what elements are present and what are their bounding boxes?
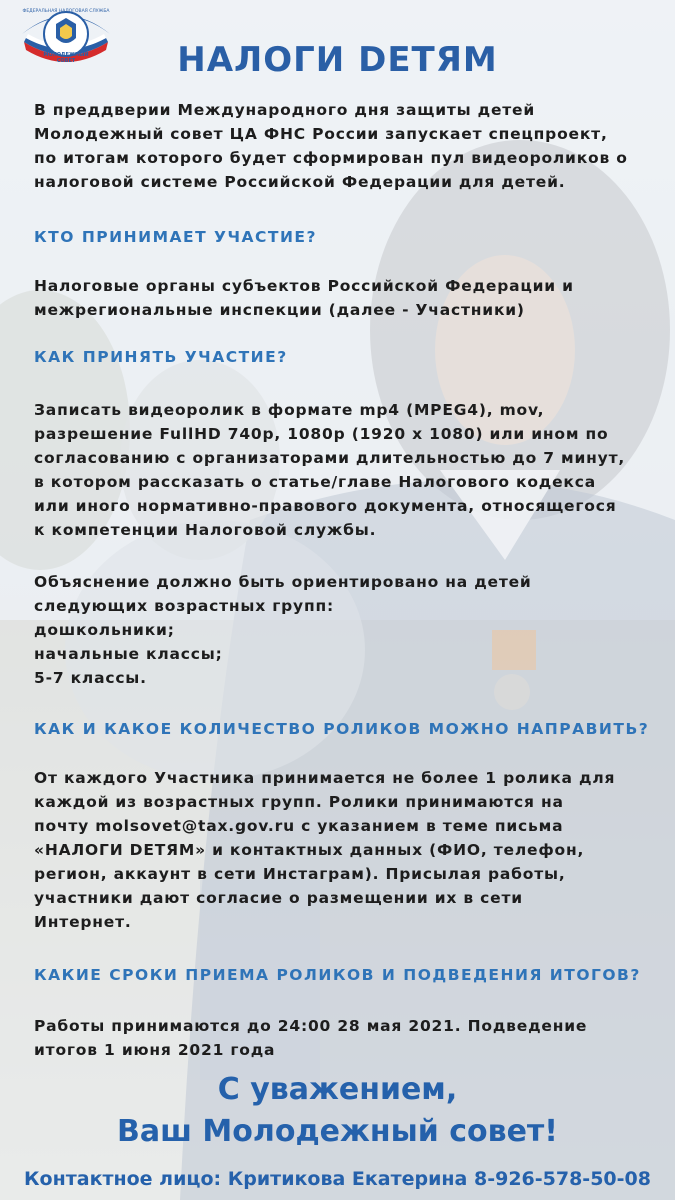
logo-text-top: МОЛОДЕЖНЫЙ (43, 52, 89, 58)
section-heading-deadlines: КАКИЕ СРОКИ ПРИЕМА РОЛИКОВ И ПОДВЕДЕНИЯ ИТОГОВ? (34, 966, 641, 984)
logo-text-bottom: СОВЕТ (56, 58, 76, 64)
closing-signature: Ваш Молодежный совет! (116, 1114, 558, 1149)
text-line: Работы принимаются до 24:00 28 мая 2021. Подведение (34, 1017, 588, 1035)
logo-ring-text: ФЕДЕРАЛЬНАЯ НАЛОГОВАЯ СЛУЖБА (22, 9, 110, 14)
text-line: Налоговые органы субъектов Российской Федерации и (34, 277, 574, 295)
text-line: следующих возрастных групп: (34, 597, 334, 615)
text-line: в котором рассказать о статье/главе Налогового кодекса (34, 473, 596, 491)
text-line: к компетенции Налоговой службы. (34, 521, 377, 539)
intro-line: Молодежный совет ЦА ФНС России запускает спецпроект, (34, 125, 608, 143)
section-text-deadlines (34, 1014, 649, 1062)
text-line: согласованию с организаторами длительностью до 7 минут, (34, 449, 626, 467)
age-group-item: 5-7 классы. (34, 669, 147, 687)
text-line: каждой из возрастных групп. Ролики принимаются на (34, 793, 564, 811)
section-heading-who: КТО ПРИНИМАЕТ УЧАСТИЕ? (34, 228, 318, 246)
text-line: межрегиональные инспекции (далее - Участники) (34, 301, 525, 319)
text-line: итогов 1 июня 2021 года (34, 1041, 276, 1059)
intro-text (34, 98, 649, 194)
text-line: Объяснение должно быть ориентировано на детей (34, 573, 532, 591)
contact-person: Контактное лицо: Критикова Екатерина 8-926-578-50-08 (24, 1168, 651, 1190)
intro-line: В преддверии Международного дня защиты детей (34, 101, 536, 119)
text-line: участники дают согласие о размещении их в сети (34, 889, 523, 907)
section-text-how (34, 398, 649, 542)
section-text-age-groups (34, 570, 649, 690)
text-line: регион, аккаунт в сети Инстаграм). Присылая работы, (34, 865, 566, 883)
section-text-who (34, 274, 649, 322)
closing-greeting: С уважением, (217, 1072, 458, 1107)
text-line: почту molsovet@tax.gov.ru с указанием в теме письма (34, 817, 564, 835)
text-line: или иного нормативно-правового документа, относящегося (34, 497, 617, 515)
text-line: От каждого Участника принимается не более 1 ролика для (34, 769, 616, 787)
age-group-item: дошкольники; (34, 621, 175, 639)
text-line: Интернет. (34, 913, 132, 931)
text-line: разрешение FullHD 740p, 1080p (1920 x 1080) или ином по (34, 425, 609, 443)
text-line: «НАЛОГИ DETЯМ» и контактных данных (ФИО, телефон, (34, 841, 585, 859)
intro-line: по итогам которого будет сформирован пул видеороликов о (34, 149, 628, 167)
intro-line: налоговой системе Российской Федерации для детей. (34, 173, 566, 191)
age-group-item: начальные классы; (34, 645, 223, 663)
section-heading-how: КАК ПРИНЯТЬ УЧАСТИЕ? (34, 348, 288, 366)
section-text-quantity (34, 766, 649, 934)
text-line: Записать видеоролик в формате mp4 (MPEG4), mov, (34, 401, 545, 419)
poster-title: НАЛОГИ DETЯМ (177, 40, 498, 80)
section-heading-quantity: КАК И КАКОЕ КОЛИЧЕСТВО РОЛИКОВ МОЖНО НАПРАВИТЬ? (34, 720, 650, 738)
